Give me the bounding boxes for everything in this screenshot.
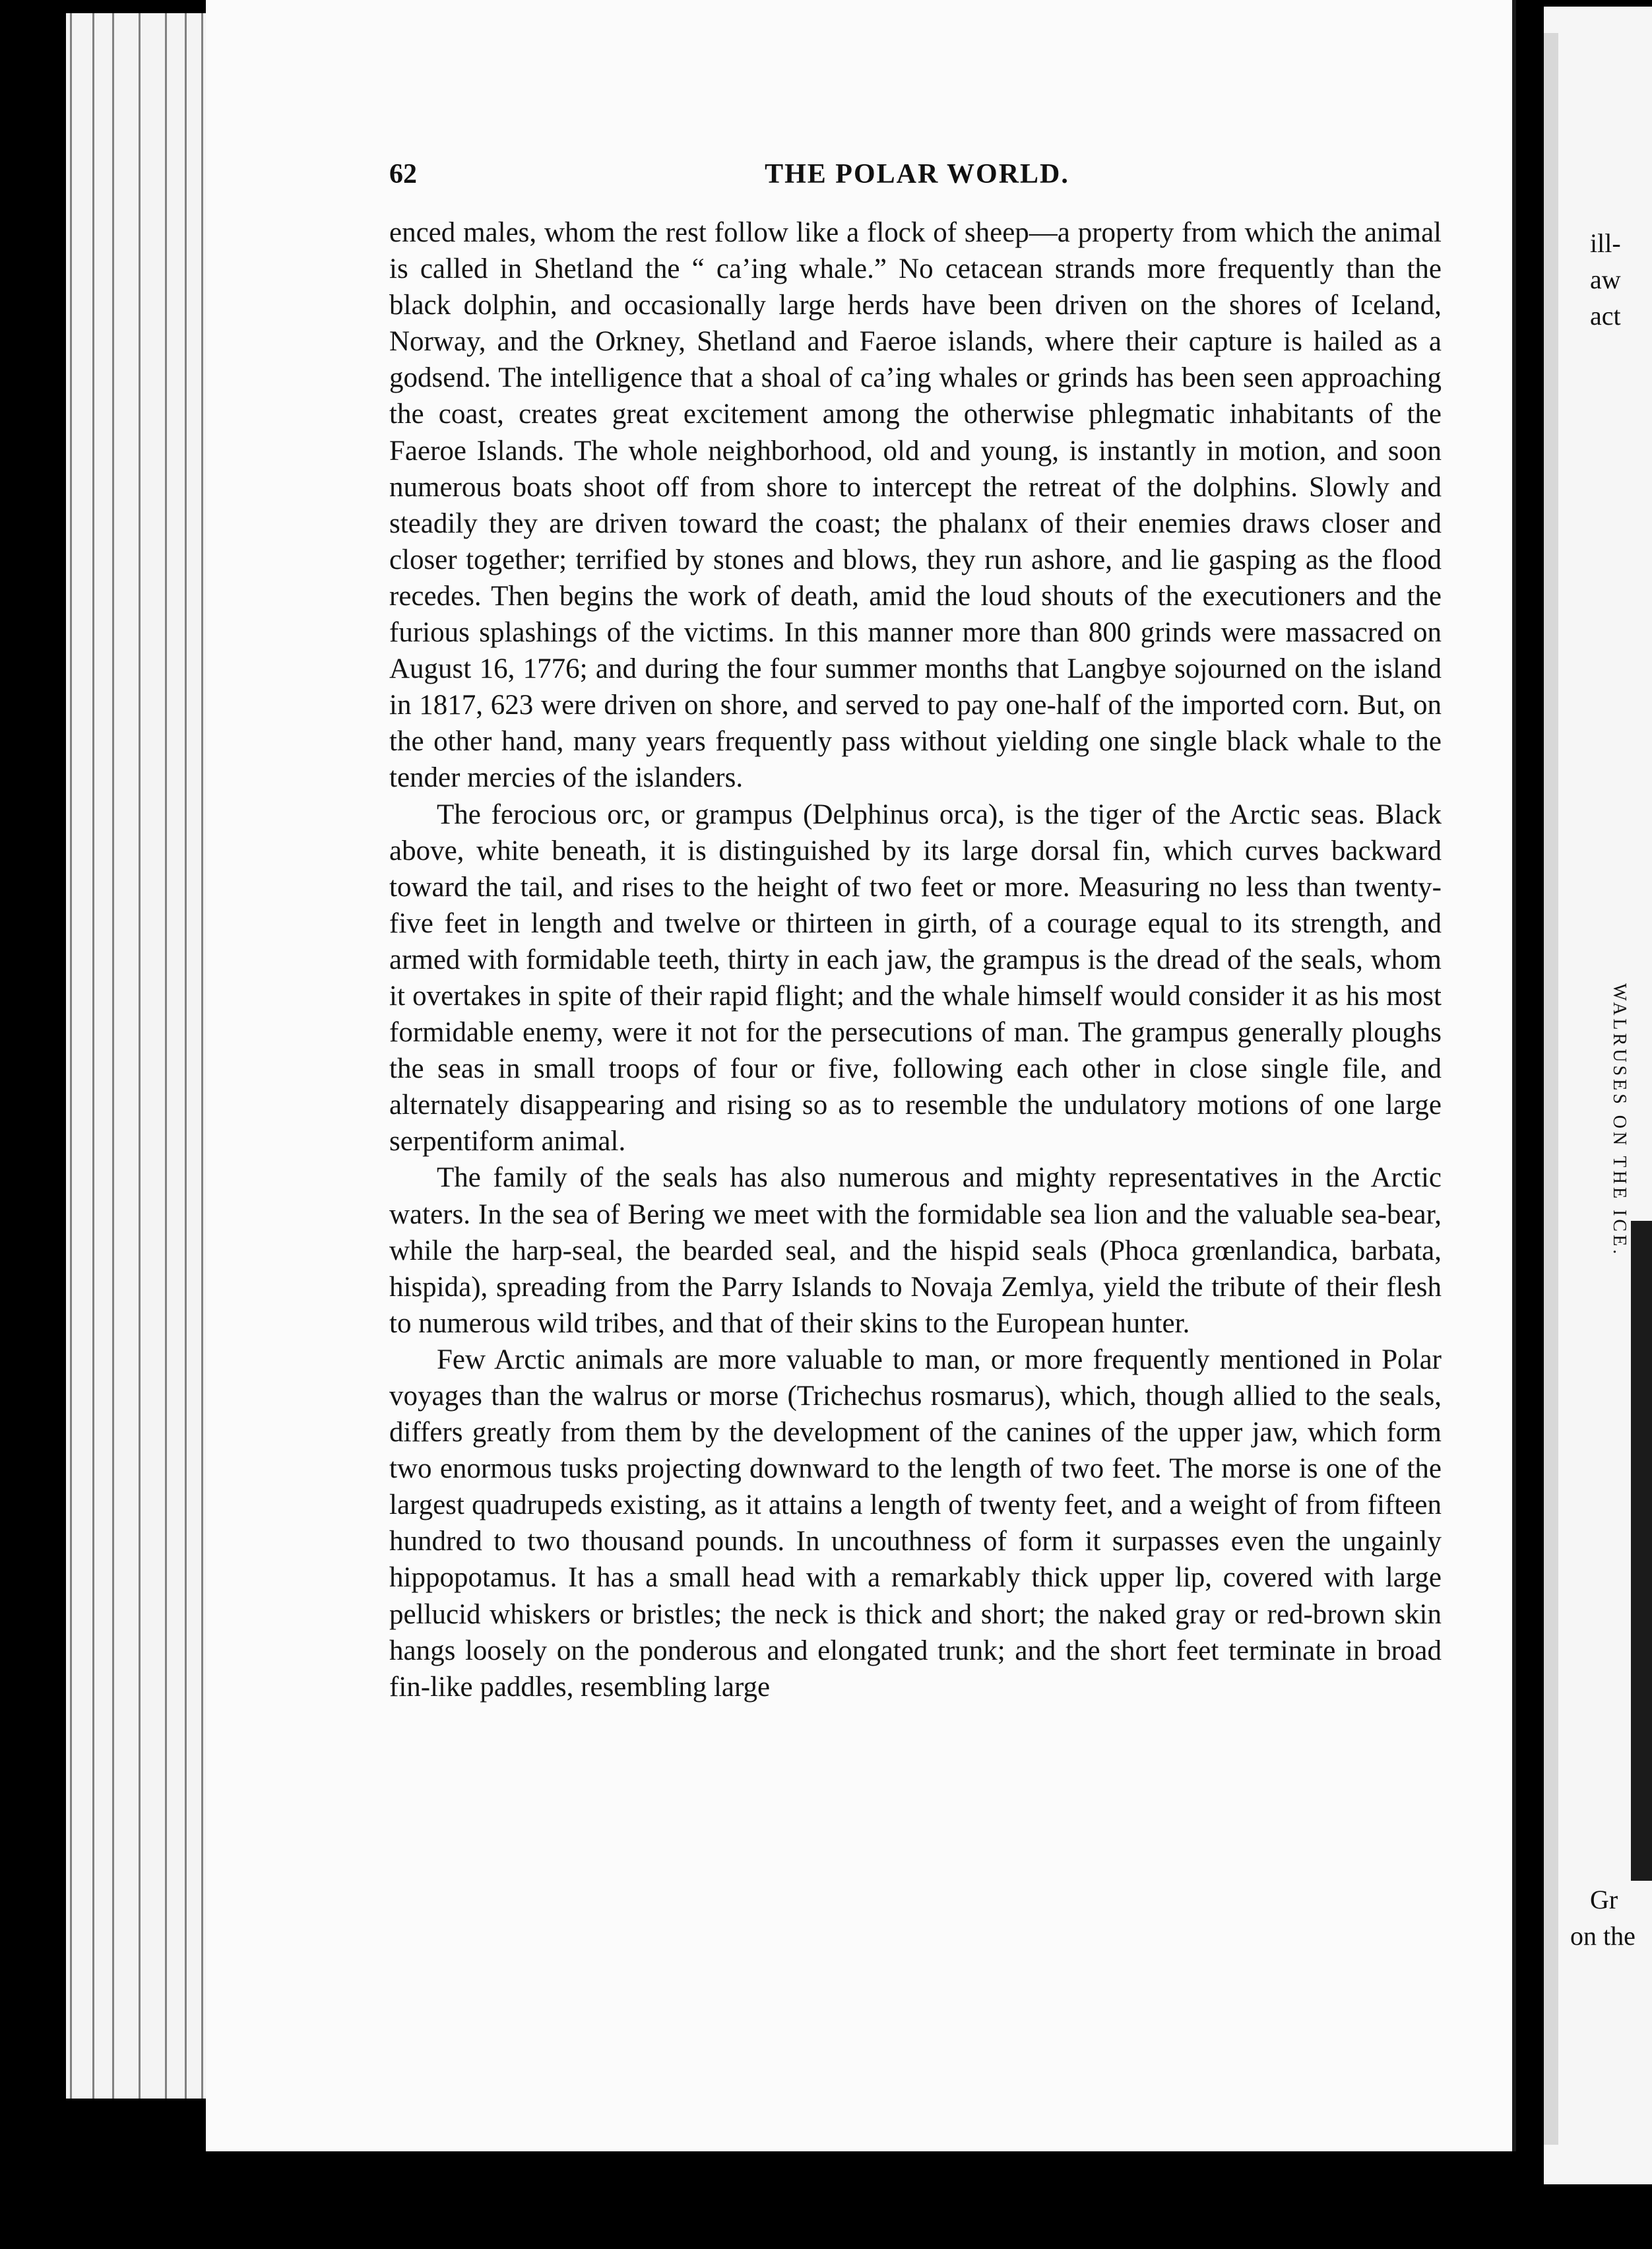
- page-number: 62: [389, 159, 417, 189]
- plate-engraving-edge: [1631, 1221, 1652, 1881]
- facing-page-edge: [1544, 33, 1558, 2145]
- facing-page-fragment: Gr: [1590, 1885, 1618, 1914]
- facing-page-fragment: aw: [1590, 265, 1621, 294]
- paragraph: enced males, whom the rest follow like a flock of sheep—a property from which the animal is called in Shetland the “ ca’ing whale.” No cetacean strands more frequently than the black dolphin, and occasionally large herds have been driven on the shores of Iceland, Norway, and the Orkney, Shetland and Faeroe islands, where their capture is hailed as a godsend. The intelligence that a shoal of ca’ing whales or grinds has been seen approaching the coast, creates great excitement among the otherwise phlegmatic inhabitants of the Faeroe Islands. The whole neighborhood, old and young, is instantly in motion, and soon numerous boats shoot off from shore to intercept the retreat of the dolphins. Slowly and steadily they are driven toward the coast; the phalanx of their enemies draws closer and closer together; terrified by stones and blows, they run ashore, and lie gasping as the flood recedes. Then begins the work of death, amid the loud shouts of the executioners and the furious splashings of the victims. In this manner more than 800 grinds were massacred on August 16, 1776; and during the four summer months that Langbye sojourned on the island in 1817, 623 were driven on shore, and served to pay one-half of the imported corn. But, on the other hand, many years frequently pass without yielding one single black whale to the tender mercies of the islanders.: [389, 217, 1442, 794]
- paragraph: The family of the seals has also numerous and mighty representatives in the Arctic waters. In the sea of Bering we meet with the formidable sea lion and the valuable sea-bear, while the harp-seal, the bearded seal, and the hispid seals (Phoca grœnlandica, barbata, hispida), spreading from the Parry Islands to Novaja Zemlya, yield the tribute of their flesh to numerous wild tribes, and that of their skins to the European hunter.: [389, 1162, 1442, 1339]
- running-title: THE POLAR WORLD.: [765, 159, 1069, 189]
- stacked-page-edges: [66, 13, 218, 2099]
- paragraph: Few Arctic animals are more valuable to man, or more frequently mentioned in Polar voyages than the walrus or morse (Trichechus rosmarus), which, though allied to the seals, differs greatly from them by the development of the canines of the upper jaw, which form two enormous tusks projecting downward to the length of two feet. The morse is one of the largest quadrupeds existing, as it attains a length of twenty feet, and a weight of from fifteen hundred to two thousand pounds. In uncouthness of form it surpasses even the ungainly hippopotamus. It has a small head with a remarkably thick upper lip, covered with large pellucid whiskers or bristles; the neck is thick and short; the naked gray or red-brown skin hangs loosely on the ponderous and elongated trunk; and the short feet terminate in broad fin-like paddles, resembling large: [389, 1344, 1442, 1703]
- paragraph: The ferocious orc, or grampus (Delphinus orca), is the tiger of the Arctic seas. Black above, white beneath, it is distinguished by its large dorsal fin, which curves backward toward the tail, and rises to the height of two feet or more. Measuring no less than twenty-five feet in length and twelve or thirteen in girth, of a courage equal to its strength, and armed with formidable teeth, thirty in each jaw, the grampus is the dread of the seals, whom it overtakes in spite of their rapid flight; and the whale himself would consider it as his most formidable enemy, were it not for the persecutions of man. The grampus generally ploughs the seas in small troops of four or five, following each other in close single file, and alternately disappearing and rising so as to resemble the undulatory motions of one large serpentiform animal.: [389, 799, 1442, 1157]
- facing-page-fragment: ill-: [1590, 228, 1621, 258]
- facing-page-fragment: act: [1590, 301, 1621, 331]
- facing-page: [1544, 7, 1652, 2184]
- body-text: [389, 214, 1442, 1705]
- plate-caption: WALRUSES ON THE ICE.: [1609, 983, 1630, 1258]
- facing-page-fragment: on the: [1570, 1921, 1636, 1951]
- running-head: [389, 158, 1445, 198]
